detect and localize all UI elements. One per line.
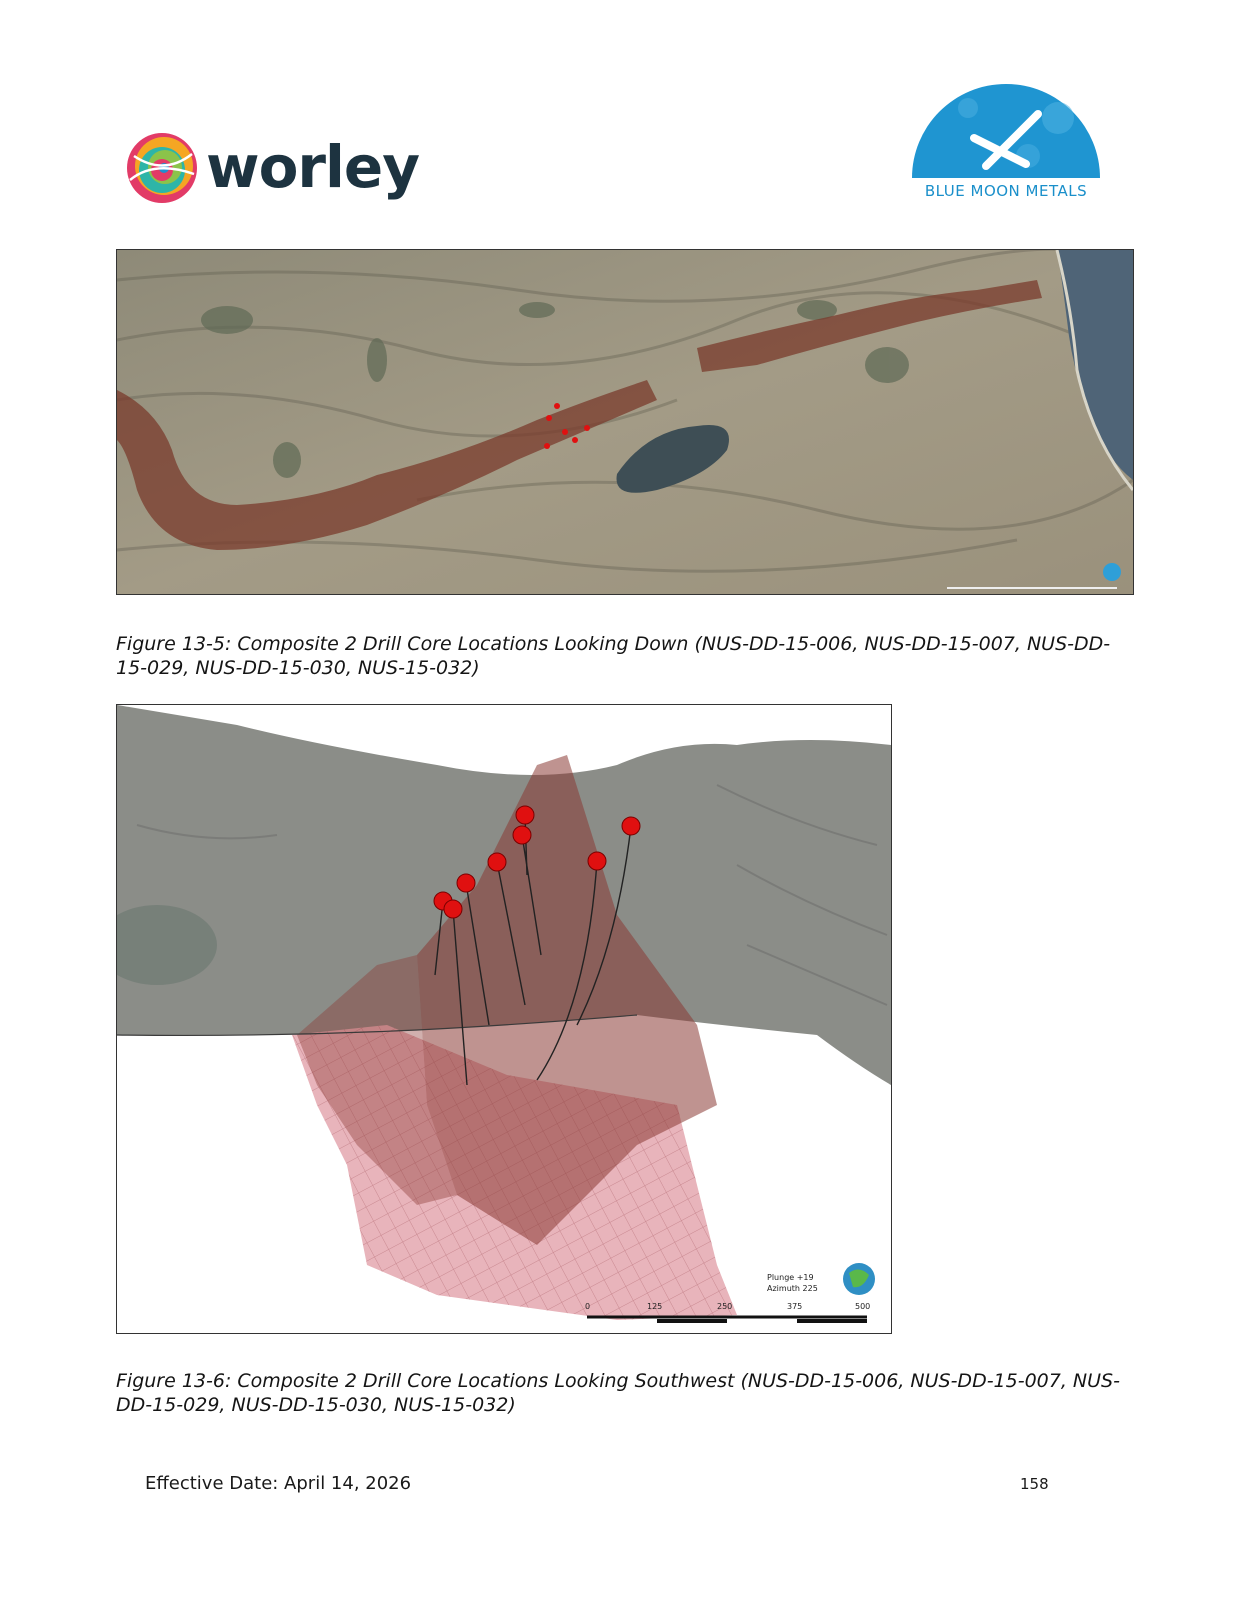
bluemoon-wordmark: BLUE MOON METALS (924, 182, 1088, 200)
azimuth-label: Azimuth 225 (767, 1284, 818, 1293)
bluemoon-logo (908, 78, 1104, 200)
scale-label-250: 250 (717, 1302, 733, 1311)
moon-icon (908, 78, 1104, 182)
scale-label-500: 500 (855, 1302, 871, 1311)
scale-label-125: 125 (647, 1302, 663, 1311)
effective-date: Effective Date: April 14, 2026 (145, 1473, 412, 1494)
figure-caption-13-6: Figure 13-6: Composite 2 Drill Core Locations Looking Southwest (NUS-DD-15-006, NUS-DD-15-007, NUS-DD-15-029, NUS-DD-15-030, NUS-15-032) (116, 1370, 1120, 1416)
figure-caption-13-5: Figure 13-5: Composite 2 Drill Core Locations Looking Down (NUS-DD-15-006, NUS-DD-15-007, NUS-DD-15-029, NUS-DD-15-030, NUS-15-032) (116, 633, 1111, 679)
figure-3d-view (116, 704, 892, 1334)
figure-aerial-map (116, 249, 1134, 595)
worley-wordmark: worley (206, 133, 420, 201)
aerial-map-image (117, 250, 1133, 594)
scale-label-0: 0 (585, 1302, 591, 1311)
scale-label-375: 375 (787, 1302, 803, 1311)
worley-logo (124, 130, 434, 210)
worley-swirl-icon (124, 130, 200, 206)
page-number: 158 (1020, 1475, 1049, 1493)
plunge-label: Plunge +19 (767, 1273, 814, 1282)
compass-globe-icon (1103, 563, 1121, 581)
3d-view-image (117, 705, 891, 1333)
